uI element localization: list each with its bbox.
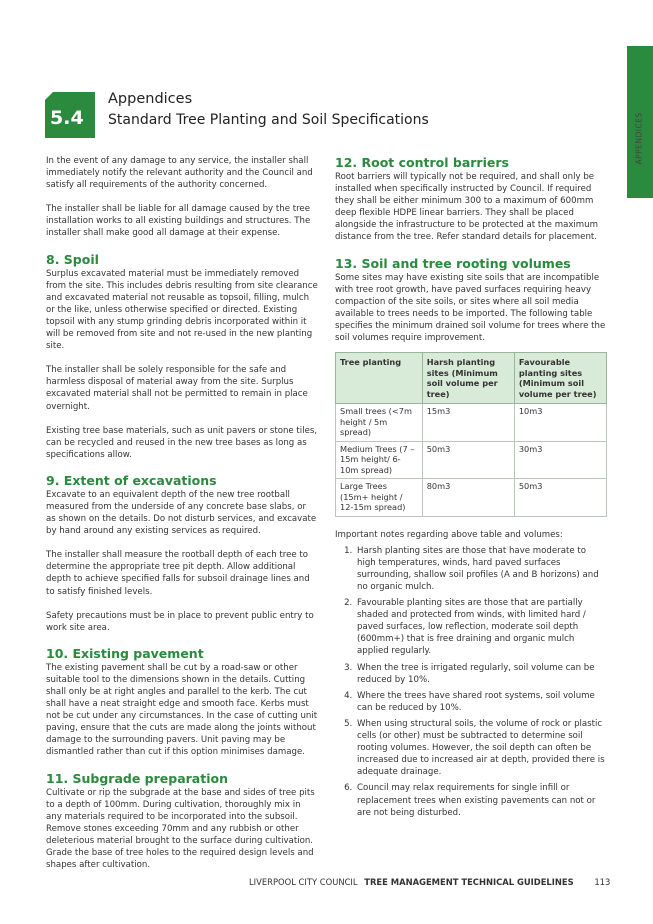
notes-list [335,545,607,819]
list-item: 1. Harsh planting sites are those that have moderate to high temperatures, winds, hard paved surfaces surrounding, shallow soil profiles (A and B horizons) and no organic mulch. [355,545,607,593]
column-header: Harsh planting sites (Minimum soil volume per tree) [422,353,514,404]
table-cell: 50m3 [514,479,606,517]
table-row [336,404,607,442]
paragraph: Surplus excavated material must be immediately removed from the site. This includes debris resulting from site clearance and excavated material not reusable as topsoil, filling, mulch or the like, unless otherwise specified or directed. Existing topsoil with any stump grinding debris incorporated within it will be removed from site and not re-used in the new planting site. [46,268,318,352]
table-cell: 50m3 [422,441,514,479]
list-item: 5. When using structural soils, the volume of rock or plastic cells (or other) must be subtracted to determine soil rooting volumes. However, the soil depth can often be increased due to increased air at depth, provided there is adequate drainage. [355,718,607,778]
section-heading-root-barriers: 12. Root control barriers [335,155,509,170]
soil-volume-table [335,352,607,517]
right-column [335,155,607,823]
list-item: 2. Favourable planting sites are those that are partially shaded and protected from winds, with limited hard / paved surfaces, low reflection, moderate soil depth (600mm+) that is free draining and organic mulch applied regularly. [355,597,607,657]
left-column [46,155,318,883]
section-heading-pavement: 10. Existing pavement [46,645,204,661]
paragraph: In the event of any damage to any service, the installer shall immediately notify the relevant authority and the Council and satisfy all requirements of the authority concerned. [46,156,313,191]
column-header: Favourable planting sites (Minimum soil volume per tree) [514,353,606,404]
paragraph: Cultivate or rip the subgrade at the base and sides of tree pits to a depth of 100mm. During cultivation, thoroughly mix in any materials required to be incorporated into the subsoil. Remove stones exceeding 70mm and any rubbish or other deleterious material brought to the surface during cultivation. Grade the base of tree holes to the required design levels and shapes after cultivation. [46,787,315,871]
table-cell: 30m3 [514,441,606,479]
paragraph: The existing pavement shall be cut by a road-saw or other suitable tool to the dimensions shown in the details. Cutting shall only be at right angles and parallel to the kerb. The cut shall have a neat straight edge and smooth face. Kerbs must not be cut under any circumstances. In the case of cutting unit paving, ensure that the cuts are made along the joints without damage to the surrounding pavers. Unit paving may be dismantled rather than cut if this option minimises damage. [46,662,318,758]
footer-org: LIVERPOOL CITY COUNCIL [249,877,358,887]
page-subtitle: Standard Tree Planting and Soil Specifications [108,112,429,128]
paragraph: Root barriers will typically not be required, and shall only be installed when specifically instructed by Council. If required they shall be either minimum 300 to a maximum of 600mm deep flexible HDPE linear barriers. They shall be placed alongside the infrastructure to be protected at the maximum distance from the tree. Refer standard details for placement. [335,172,598,243]
section-heading-spoil: 8. Spoil [46,251,99,267]
list-item: 3. When the tree is irrigated regularly, soil volume can be reduced by 10%. [355,662,607,686]
paragraph: The installer shall be liable for all damage caused by the tree installation works to all existing buildings and structures. The installer shall make good all damage at their expense. [46,204,311,239]
section-heading-excavations: 9. Extent of excavations [46,472,217,488]
table-header-row [336,353,607,404]
table-row [336,441,607,479]
paragraph: The installer shall be solely responsible for the safe and harmless disposal of material away from the site. Surplus excavated material shall not be permitted to remain in place overnight. [46,365,308,412]
page-footer [249,877,610,887]
table-cell: Medium Trees (7 – 15m height/ 6-10m spread) [336,441,423,479]
paragraph: The installer shall measure the rootball depth of each tree to determine the appropriate tree pit depth. Allow additional depth to achieve specified falls for subsoil drainage lines and to satisfy finished levels. [46,550,310,597]
column-header: Tree planting [336,353,423,404]
side-tab-label: APPENDICES [634,112,644,165]
table-cell: Small trees (<7m height / 5m spread) [336,404,423,442]
table-cell: 10m3 [514,404,606,442]
page-title: Appendices [108,91,193,107]
table-cell: Large Trees (15m+ height / 12-15m spread) [336,479,423,517]
table-row [336,479,607,517]
table-cell: 80m3 [422,479,514,517]
page-number: 113 [594,877,611,887]
paragraph: Existing tree base materials, such as unit pavers or stone tiles, can be recycled and reused in the new tree bases as long as specifications allow. [46,425,318,460]
paragraph: Excavate to an equivalent depth of the new tree rootball measured from the underside of any concrete base slabs, or as shown on the details. Do not disturb services, and excavate by hand around any existing services as required. [46,489,317,537]
table-cell: 15m3 [422,404,514,442]
list-item: 6. Council may relax requirements for single infill or replacement trees when existing pavements can not or are not being disturbed. [355,782,607,818]
paragraph: Safety precautions must be in place to prevent public entry to work site area. [46,610,314,633]
section-heading-subgrade: 11. Subgrade preparation [46,770,228,786]
section-heading-soil-volumes: 13. Soil and tree rooting volumes [335,255,571,271]
paragraph: Some sites may have existing site soils that are incompatible with tree root growth, have paved surfaces requiring heavy compaction of the site soils, or sites where all soil media available to trees needs to be imported. The following table specifies the minimum drained soil volume for trees where the soil volumes require improvement. [335,272,606,344]
notes-intro: Important notes regarding above table and volumes: [335,529,563,540]
list-item: 4. Where the trees have shared root systems, soil volume can be reduced by 10%. [355,690,607,714]
footer-doc-title: TREE MANAGEMENT TECHNICAL GUIDELINES [364,877,574,887]
section-number: 5.4 [50,107,84,129]
